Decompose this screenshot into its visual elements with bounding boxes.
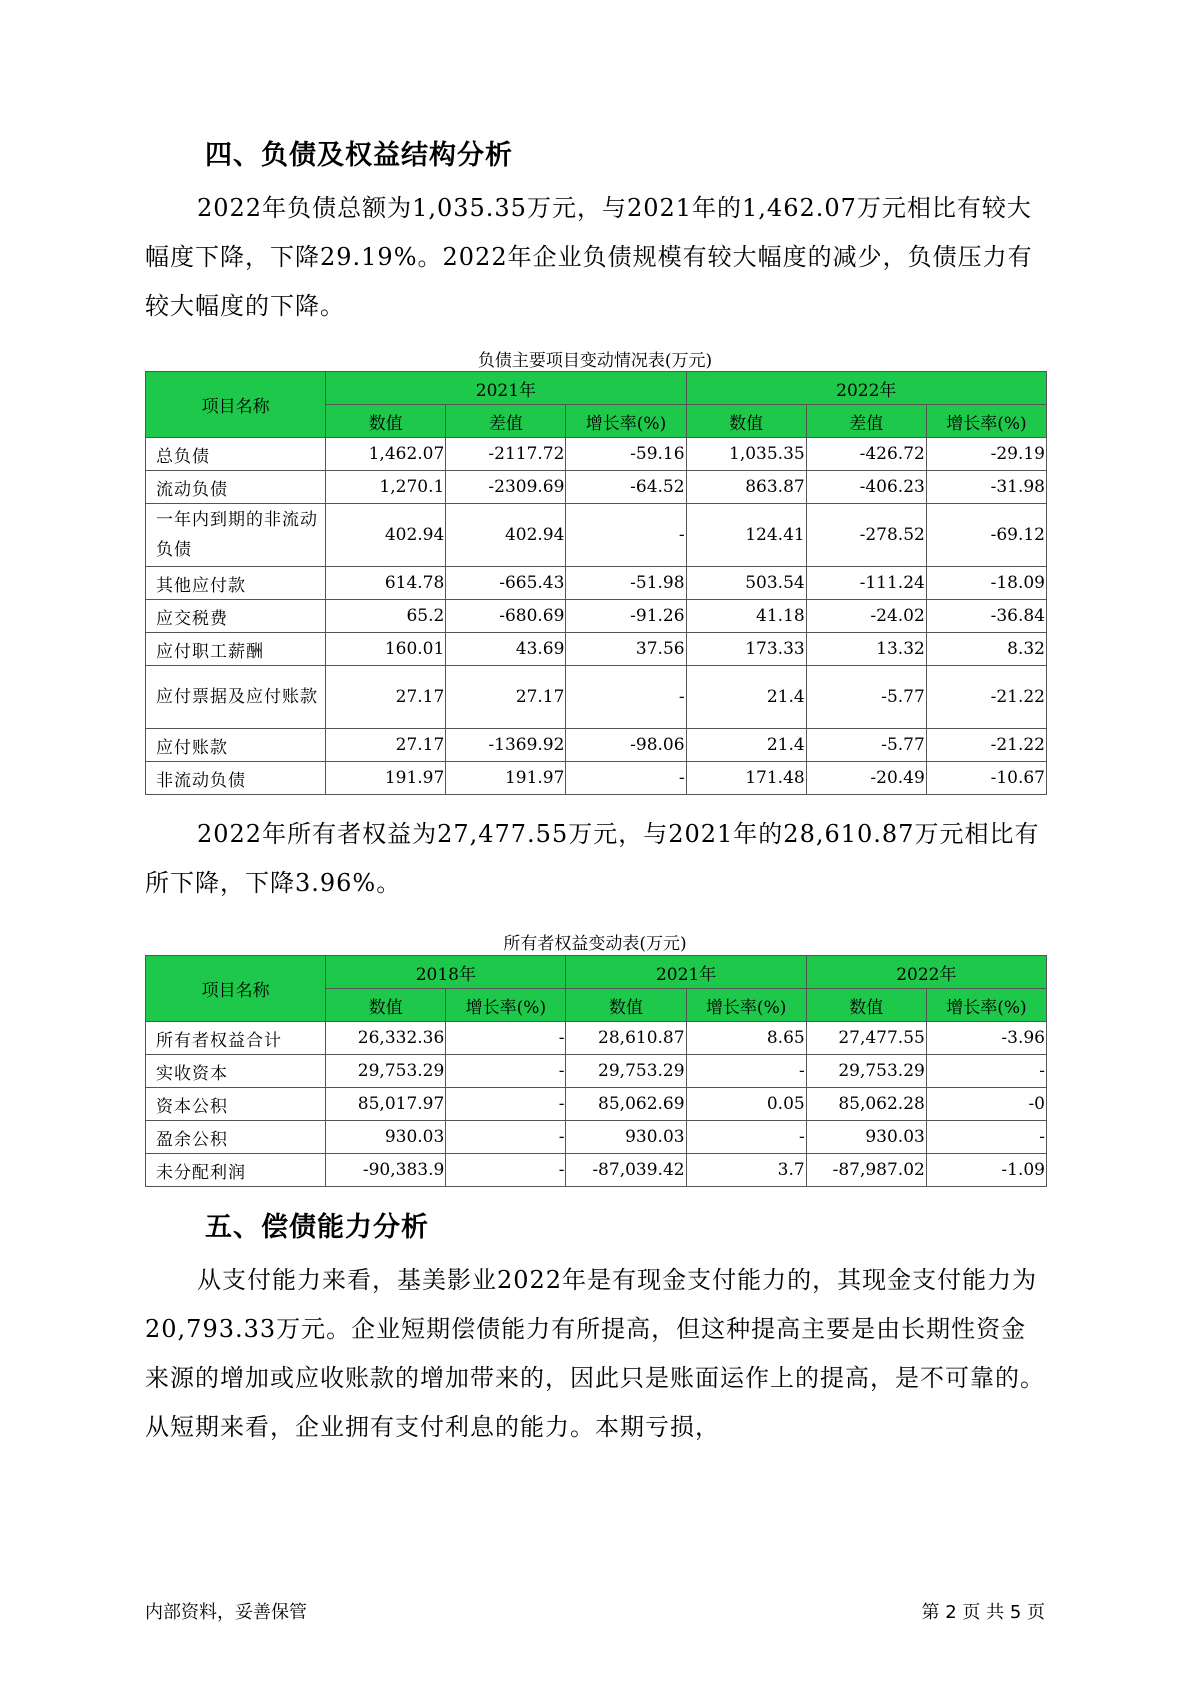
year-group-header: 2022年 <box>686 372 1046 405</box>
table-row <box>146 1055 1047 1088</box>
table-cell: 13.32 <box>806 633 926 666</box>
table-cell: 191.97 <box>326 762 446 795</box>
table-cell: 27.17 <box>446 666 566 729</box>
table-cell: 0.05 <box>686 1088 806 1121</box>
table-cell: -87,039.42 <box>566 1154 686 1187</box>
table-cell: -64.52 <box>566 471 686 504</box>
table-cell: - <box>446 1022 566 1055</box>
table-cell: -20.49 <box>806 762 926 795</box>
table-cell: 1,270.1 <box>326 471 446 504</box>
table-cell: -426.72 <box>806 438 926 471</box>
table-cell: -278.52 <box>806 504 926 567</box>
footer-page-number: 第 2 页 共 5 页 <box>921 1602 1045 1623</box>
table-cell: - <box>926 1121 1046 1154</box>
table-cell: -90,383.9 <box>326 1154 446 1187</box>
table-cell: -0 <box>926 1088 1046 1121</box>
table-cell: 160.01 <box>326 633 446 666</box>
table-row <box>146 438 1047 471</box>
table-cell: -87,987.02 <box>806 1154 926 1187</box>
table-cell: -69.12 <box>926 504 1046 567</box>
column-subheader: 差值 <box>446 405 566 438</box>
table-row <box>146 567 1047 600</box>
table-cell: 503.54 <box>686 567 806 600</box>
row-label: 应付票据及应付账款 <box>146 666 326 729</box>
table-cell: 29,753.29 <box>806 1055 926 1088</box>
table-cell: - <box>446 1121 566 1154</box>
column-subheader: 增长率(%) <box>926 405 1046 438</box>
row-label: 流动负债 <box>146 471 326 504</box>
row-label: 一年内到期的非流动负债 <box>146 504 326 567</box>
table-cell: 8.65 <box>686 1022 806 1055</box>
table-cell: -29.19 <box>926 438 1046 471</box>
year-group-header: 2022年 <box>806 956 1046 989</box>
table-cell: 85,017.97 <box>326 1088 446 1121</box>
liabilities-paragraph: 2022年负债总额为1,035.35万元，与2021年的1,462.07万元相比有较大幅度下降，下降29.19%。2022年企业负债规模有较大幅度的减少，负债压力有较大幅度的下降。 <box>145 194 1033 320</box>
table-cell: 173.33 <box>686 633 806 666</box>
table-row <box>146 600 1047 633</box>
year-group-header: 2021年 <box>566 956 806 989</box>
row-label: 所有者权益合计 <box>146 1022 326 1055</box>
column-subheader: 差值 <box>806 405 926 438</box>
table-row <box>146 666 1047 729</box>
row-label: 未分配利润 <box>146 1154 326 1187</box>
table-row <box>146 762 1047 795</box>
liabilities-table <box>145 371 1047 795</box>
table-cell: -111.24 <box>806 567 926 600</box>
column-subheader: 数值 <box>326 989 446 1022</box>
row-label: 应付职工薪酬 <box>146 633 326 666</box>
table-cell: 124.41 <box>686 504 806 567</box>
table-cell: - <box>446 1154 566 1187</box>
table-cell: 8.32 <box>926 633 1046 666</box>
table-cell: - <box>686 1055 806 1088</box>
table-cell: - <box>566 504 686 567</box>
table-cell: - <box>566 762 686 795</box>
table-cell: -5.77 <box>806 666 926 729</box>
table-row <box>146 504 1047 567</box>
table-cell: -1369.92 <box>446 729 566 762</box>
table-cell: 43.69 <box>446 633 566 666</box>
table-row <box>146 1121 1047 1154</box>
table-cell: 930.03 <box>326 1121 446 1154</box>
table-cell: 930.03 <box>566 1121 686 1154</box>
equity-table-body <box>146 1022 1047 1187</box>
table-cell: 41.18 <box>686 600 806 633</box>
table-row <box>146 633 1047 666</box>
table-cell: -21.22 <box>926 729 1046 762</box>
table-cell: -680.69 <box>446 600 566 633</box>
table-cell: 930.03 <box>806 1121 926 1154</box>
table-cell: -18.09 <box>926 567 1046 600</box>
column-subheader: 数值 <box>806 989 926 1022</box>
section-heading-liabilities: 四、负债及权益结构分析 <box>205 140 513 171</box>
table-cell: 29,753.29 <box>566 1055 686 1088</box>
table-row <box>146 471 1047 504</box>
column-subheader: 数值 <box>326 405 446 438</box>
table-cell: -2309.69 <box>446 471 566 504</box>
row-label: 非流动负债 <box>146 762 326 795</box>
row-label: 盈余公积 <box>146 1121 326 1154</box>
column-subheader: 增长率(%) <box>446 989 566 1022</box>
row-label: 实收资本 <box>146 1055 326 1088</box>
table-cell: 26,332.36 <box>326 1022 446 1055</box>
footer-confidential-note: 内部资料，妥善保管 <box>145 1602 307 1623</box>
table-cell: 28,610.87 <box>566 1022 686 1055</box>
equity-paragraph: 2022年所有者权益为27,477.55万元，与2021年的28,610.87万元相比有所下降，下降3.96%。 <box>145 820 1040 897</box>
table-cell: 863.87 <box>686 471 806 504</box>
table-cell: -665.43 <box>446 567 566 600</box>
table-cell: 402.94 <box>446 504 566 567</box>
table-cell: 85,062.69 <box>566 1088 686 1121</box>
table-cell: 65.2 <box>326 600 446 633</box>
equity-table-caption: 所有者权益变动表(万元) <box>503 934 687 954</box>
table-cell: - <box>446 1055 566 1088</box>
table-cell: -21.22 <box>926 666 1046 729</box>
table-cell: -10.67 <box>926 762 1046 795</box>
table-cell: -24.02 <box>806 600 926 633</box>
year-group-header: 2021年 <box>326 372 686 405</box>
table-cell: 27.17 <box>326 666 446 729</box>
solvency-paragraph: 从支付能力来看，基美影业2022年是有现金支付能力的，其现金支付能力为20,793.33万元。企业短期偿债能力有所提高，但这种提高主要是由长期性资金来源的增加或应收账款的增加带来的，因此只是账面运作上的提高，是不可靠的。从短期来看，企业拥有支付利息的能力。本期亏损， <box>145 1266 1045 1441</box>
table-cell: -36.84 <box>926 600 1046 633</box>
table-cell: - <box>446 1088 566 1121</box>
table-row <box>146 729 1047 762</box>
table-row <box>146 1154 1047 1187</box>
table-cell: -31.98 <box>926 471 1046 504</box>
column-subheader: 增长率(%) <box>686 989 806 1022</box>
table-cell: 614.78 <box>326 567 446 600</box>
column-subheader: 增长率(%) <box>566 405 686 438</box>
section-heading-solvency: 五、偿债能力分析 <box>205 1212 429 1243</box>
table-cell: -59.16 <box>566 438 686 471</box>
table-cell: 191.97 <box>446 762 566 795</box>
row-label: 其他应付款 <box>146 567 326 600</box>
table-cell: 85,062.28 <box>806 1088 926 1121</box>
table-cell: -3.96 <box>926 1022 1046 1055</box>
table-cell: 21.4 <box>686 729 806 762</box>
table-cell: 1,462.07 <box>326 438 446 471</box>
row-label: 资本公积 <box>146 1088 326 1121</box>
table-cell: -51.98 <box>566 567 686 600</box>
table-cell: 29,753.29 <box>326 1055 446 1088</box>
table-cell: 1,035.35 <box>686 438 806 471</box>
row-label: 总负债 <box>146 438 326 471</box>
table-cell: -1.09 <box>926 1154 1046 1187</box>
table-cell: 3.7 <box>686 1154 806 1187</box>
table-cell: - <box>566 666 686 729</box>
table-cell: 171.48 <box>686 762 806 795</box>
table-cell: -406.23 <box>806 471 926 504</box>
table-cell: -5.77 <box>806 729 926 762</box>
table-cell: 27,477.55 <box>806 1022 926 1055</box>
table-cell: -91.26 <box>566 600 686 633</box>
table-cell: - <box>926 1055 1046 1088</box>
table-row <box>146 1022 1047 1055</box>
column-subheader: 数值 <box>686 405 806 438</box>
row-label: 应交税费 <box>146 600 326 633</box>
table-cell: 402.94 <box>326 504 446 567</box>
equity-table <box>145 955 1047 1187</box>
table-cell: -2117.72 <box>446 438 566 471</box>
item-name-header: 项目名称 <box>146 372 326 438</box>
year-group-header: 2018年 <box>326 956 566 989</box>
table-row <box>146 1088 1047 1121</box>
column-subheader: 增长率(%) <box>926 989 1046 1022</box>
liabilities-table-body <box>146 438 1047 795</box>
table-cell: 37.56 <box>566 633 686 666</box>
row-label: 应付账款 <box>146 729 326 762</box>
table-cell: -98.06 <box>566 729 686 762</box>
item-name-header: 项目名称 <box>146 956 326 1022</box>
liabilities-table-caption: 负债主要项目变动情况表(万元) <box>477 351 713 371</box>
table-cell: 27.17 <box>326 729 446 762</box>
table-cell: - <box>686 1121 806 1154</box>
column-subheader: 数值 <box>566 989 686 1022</box>
table-cell: 21.4 <box>686 666 806 729</box>
